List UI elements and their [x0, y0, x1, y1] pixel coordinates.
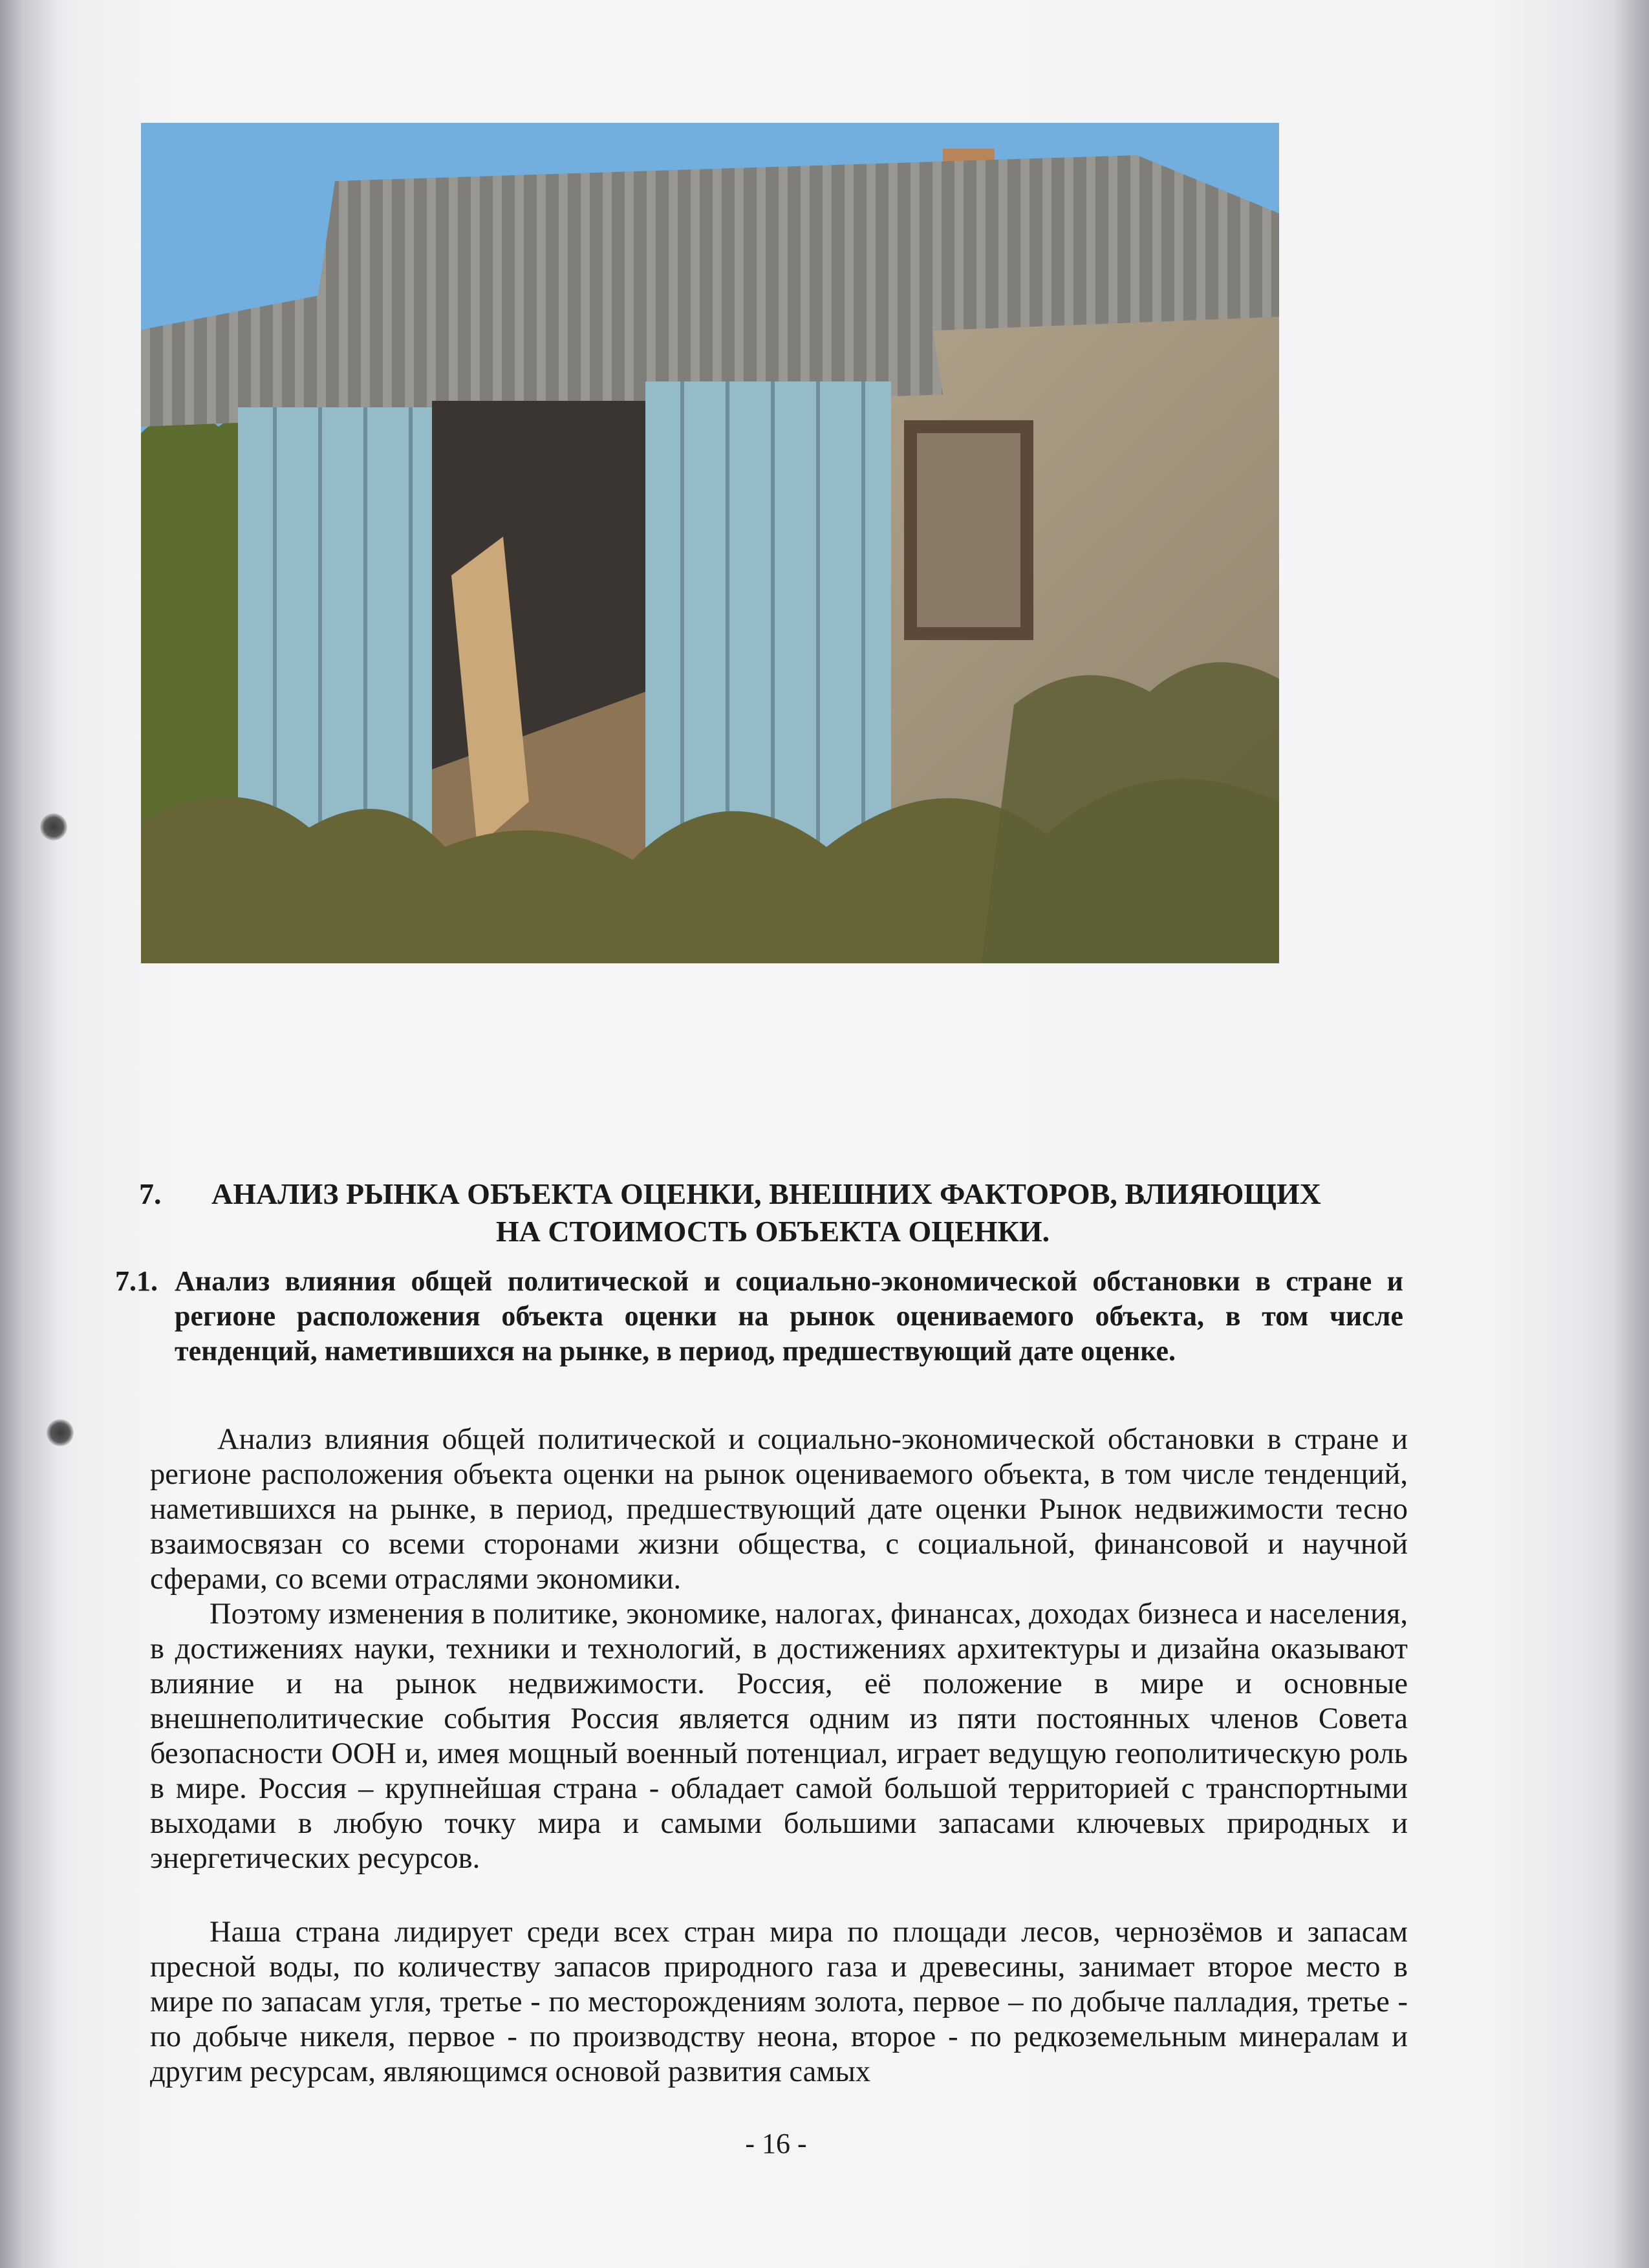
binding-shadow [0, 0, 58, 2268]
page-number: - 16 - [745, 2128, 807, 2159]
binder-hole [40, 813, 67, 840]
house-photo [141, 123, 1279, 963]
photo-of-abandoned-house-icon [141, 123, 1279, 963]
section-title-line2: НА СТОИМОСТЬ ОБЪЕКТА ОЦЕНКИ. [495, 1215, 1050, 1248]
body-paragraph: Поэтому изменения в политике, экономике, налогах, финансах, доходах бизнеса и населения, в достижениях науки, техники и технологий, в достижениях архитектуры и дизайна оказывают влияние и на рынок недвижимости. Россия, её положение в мире и основные внешнеполитические события Россия является одним из пяти постоянных членов Совета безопасности ООН и, имея мощный военный потенциал, играет ведущую геополитическую роль в мире. Россия – крупнейшая страна - обладает самой большой территорией с транспортными выходами в любую точку мира и самыми большими запасами ключевых природных и энергетических ресурсов. [150, 1598, 1408, 1875]
page-edge-shadow [1613, 0, 1649, 2268]
section-title-line1: АНАЛИЗ РЫНКА ОБЪЕКТА ОЦЕНКИ, ВНЕШНИХ ФАКТОРОВ, ВЛИЯЮЩИХ [211, 1177, 1321, 1210]
subsection-title: Анализ влияния общей политической и социально-экономической обстановки в стране и регионе расположения объекта оценки на рынок оцениваемого объекта, в том числе тенденций, наметившихся на рынке, в период, предшествующий дате оценке. [175, 1265, 1403, 1367]
subsection-number: 7.1. [115, 1265, 158, 1297]
body-paragraph: Анализ влияния общей политической и социально-экономической обстановки в стране и регионе расположения объекта оценки на рынок оцениваемого объекта, в том числе тенденций, наметившихся на рынке, в период, предшествующий дате оценки Рынок недвижимости тесно взаимосвязан со всеми сторонами жизни общества, с социальной, финансовой и научной сферами, со всеми отраслями экономики. [150, 1423, 1408, 1596]
binder-hole [47, 1419, 74, 1446]
section-number: 7. [139, 1177, 162, 1210]
body-paragraph: Наша страна лидирует среди всех стран мира по площади лесов, чернозёмов и запасам пресной воды, по количеству запасов природного газа и древесины, занимает второе место в мире по запасам угля, третье - по месторождениям золота, первое – по добыче палладия, третье - по добыче никеля, первое - по производству неона, второе - по редкоземельным минералам и другим ресурсам, являющимся основой развития самых [150, 1916, 1408, 2088]
